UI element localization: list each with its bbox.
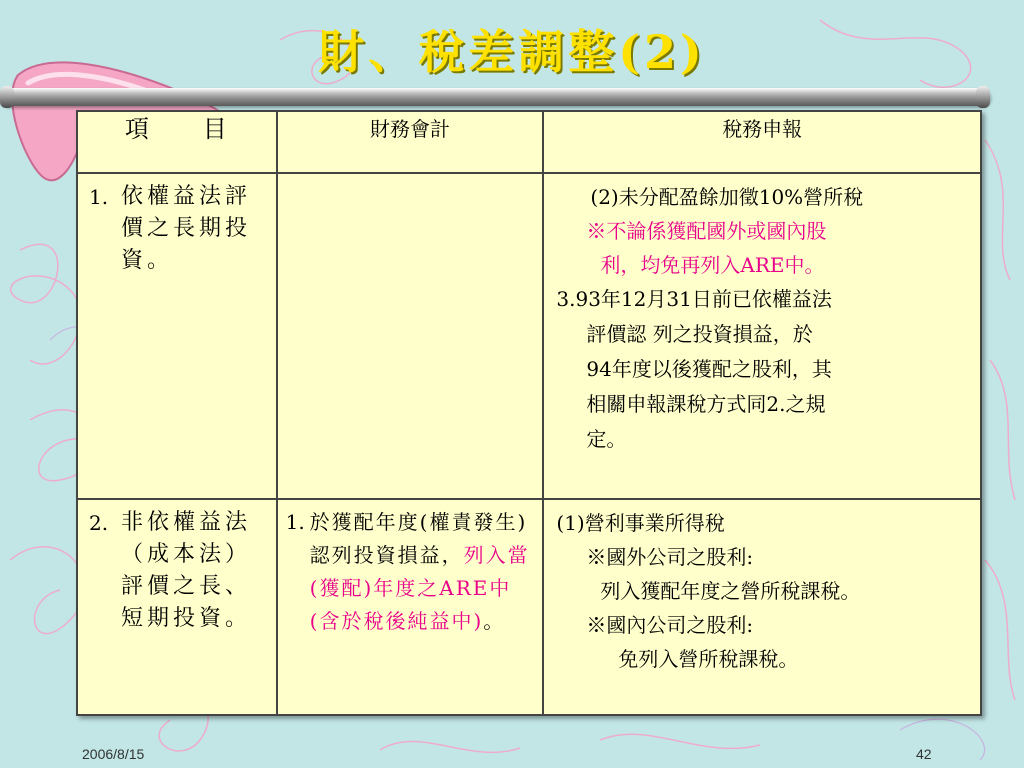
row2-fin-text bbox=[310, 506, 537, 638]
header-item: 項 目 bbox=[77, 111, 277, 173]
row1-tax-point3-line-3: 94年度以後獲配之股利，其 bbox=[586, 357, 832, 381]
footer-date: 2006/8/15 bbox=[82, 746, 145, 762]
row2-item-text: 非依權益法（成本法）評價之長、短期投資。 bbox=[121, 510, 252, 631]
row1-tax-point3 bbox=[556, 282, 972, 317]
row1-item-cell bbox=[77, 173, 277, 499]
table-row bbox=[77, 173, 981, 499]
row2-fin-text-highlight: 列入當(獲配)年度之ARE中(含於稅後純益中) bbox=[309, 543, 530, 633]
rod-right-cap bbox=[976, 86, 990, 108]
header-financial-accounting: 財務會計 bbox=[277, 111, 544, 173]
row1-number: 1. bbox=[89, 185, 109, 209]
row2-fin-number: 1. bbox=[285, 510, 305, 534]
row1-financial-cell bbox=[277, 173, 544, 499]
row2-tax-line-4: ※國內公司之股利: bbox=[586, 613, 754, 637]
title-divider-rod bbox=[0, 88, 990, 106]
row2-fin-text-black: 於獲配年度(權責發生)認列投資損益， bbox=[309, 510, 528, 567]
table-header-row bbox=[77, 111, 981, 173]
row1-tax-point3-line-1: 93年12月31日前已依權益法 bbox=[575, 287, 832, 311]
table-row bbox=[77, 499, 981, 715]
header-tax-filing: 稅務申報 bbox=[543, 111, 981, 173]
slide-title: 財、稅差調整(2) bbox=[318, 25, 706, 79]
row2-item-cell bbox=[77, 499, 277, 715]
comparison-table bbox=[76, 110, 982, 716]
row2-tax-line-1: (1)營利事業所得稅 bbox=[556, 511, 725, 535]
row2-financial-cell bbox=[277, 499, 544, 715]
row2-tax-line-3: 列入獲配年度之營所稅課稅。 bbox=[600, 579, 861, 603]
row2-tax-line-5: 免列入營所稅課稅。 bbox=[618, 647, 799, 671]
row1-tax-point3-line-2: 評價認 列之投資損益，於 bbox=[586, 322, 813, 346]
row1-tax-point3-num: 3. bbox=[556, 287, 576, 311]
row2-tax-line-2: ※國外公司之股利: bbox=[586, 545, 754, 569]
row1-tax-point3-line-4: 相關申報課稅方式同2.之規 bbox=[586, 392, 826, 416]
rod-left-cap bbox=[0, 86, 14, 108]
row1-item-text: 依權益法評價之長期投資。 bbox=[121, 184, 252, 273]
row2-tax-cell bbox=[543, 499, 981, 715]
row1-tax-point3-line-5: 定。 bbox=[586, 427, 627, 451]
row1-tax-line-1: (2)未分配盈餘加徵10%營所稅 bbox=[590, 185, 864, 209]
row2-number: 2. bbox=[89, 511, 109, 535]
row2-fin-text-end: 。 bbox=[483, 609, 506, 633]
row1-tax-note-1: ※不論係獲配國外或國內股 bbox=[586, 219, 827, 243]
footer-page-number: 42 bbox=[916, 746, 932, 762]
row1-tax-note-2: 利，均免再列入ARE中。 bbox=[600, 253, 825, 277]
row1-tax-cell bbox=[543, 173, 981, 499]
